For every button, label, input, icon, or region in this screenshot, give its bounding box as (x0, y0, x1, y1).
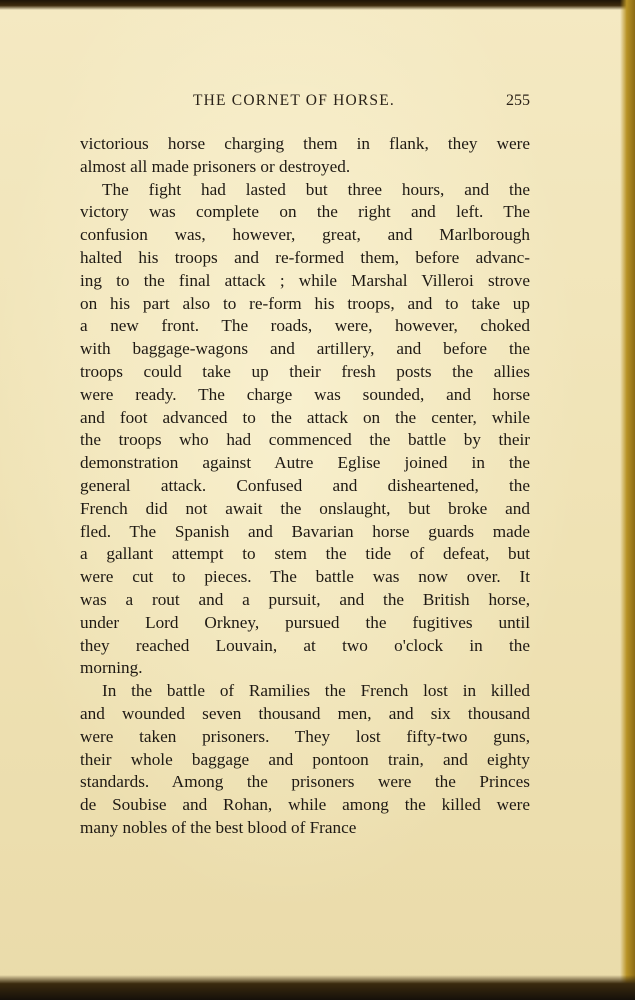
text-line: morning. (80, 658, 143, 678)
text-line: the troops who had commenced the battle by their (80, 430, 530, 450)
text-line: many nobles of the best blood of France (80, 817, 357, 837)
page-top-edge (0, 0, 635, 10)
text-line: and wounded seven thousand men, and six thousand (80, 703, 530, 723)
text-line: de Soubise and Rohan, while among the killed were (80, 795, 530, 815)
text-line: with baggage-wagons and artillery, and before the (80, 339, 530, 359)
running-title: THE CORNET OF HORSE. (193, 92, 395, 109)
text-line: under Lord Orkney, pursued the fugitives until (80, 612, 530, 632)
body-text (80, 133, 530, 840)
text-line: was a rout and a pursuit, and the British horse, (80, 589, 530, 609)
text-line: ing to the final attack ; while Marshal Villeroi strove (80, 270, 530, 290)
text-line: fled. The Spanish and Bavarian horse guards made (80, 521, 530, 541)
text-line: victory was complete on the right and left. The (80, 202, 530, 222)
text-line: The fight had lasted but three hours, and the (102, 179, 530, 199)
text-line: demonstration against Autre Eglise joined in the (80, 453, 530, 473)
page-right-edge (620, 0, 635, 1000)
text-line: on his part also to re-form his troops, and to take up (80, 293, 530, 313)
text-line: French did not await the onslaught, but broke and (80, 498, 530, 518)
text-line: a new front. The roads, were, however, choked (80, 316, 530, 336)
text-line: were taken prisoners. They lost fifty-two guns, (80, 726, 530, 746)
running-head (80, 92, 530, 116)
text-line: In the battle of Ramilies the French lost in killed (102, 681, 530, 701)
text-line: their whole baggage and pontoon train, and eighty (80, 749, 530, 769)
text-line: and foot advanced to the attack on the center, while (80, 407, 530, 427)
page-bottom-edge (0, 975, 635, 1000)
text-line: general attack. Confused and disheartened, the (80, 475, 530, 495)
text-line: were ready. The charge was sounded, and horse (80, 384, 530, 404)
text-line: victorious horse charging them in flank, they were (80, 134, 530, 153)
page-number: 255 (506, 92, 530, 109)
text-line: halted his troops and re-formed them, before advanc- (80, 247, 530, 267)
text-line: troops could take up their fresh posts the allies (80, 361, 530, 381)
text-line: they reached Louvain, at two o'clock in the (80, 635, 530, 655)
text-line: were cut to pieces. The battle was now over. It (80, 567, 530, 587)
text-line: a gallant attempt to stem the tide of defeat, but (80, 544, 530, 564)
text-line: almost all made prisoners or destroyed. (80, 156, 351, 176)
text-line: confusion was, however, great, and Marlborough (80, 225, 530, 245)
text-line: standards. Among the prisoners were the Princes (80, 772, 530, 792)
